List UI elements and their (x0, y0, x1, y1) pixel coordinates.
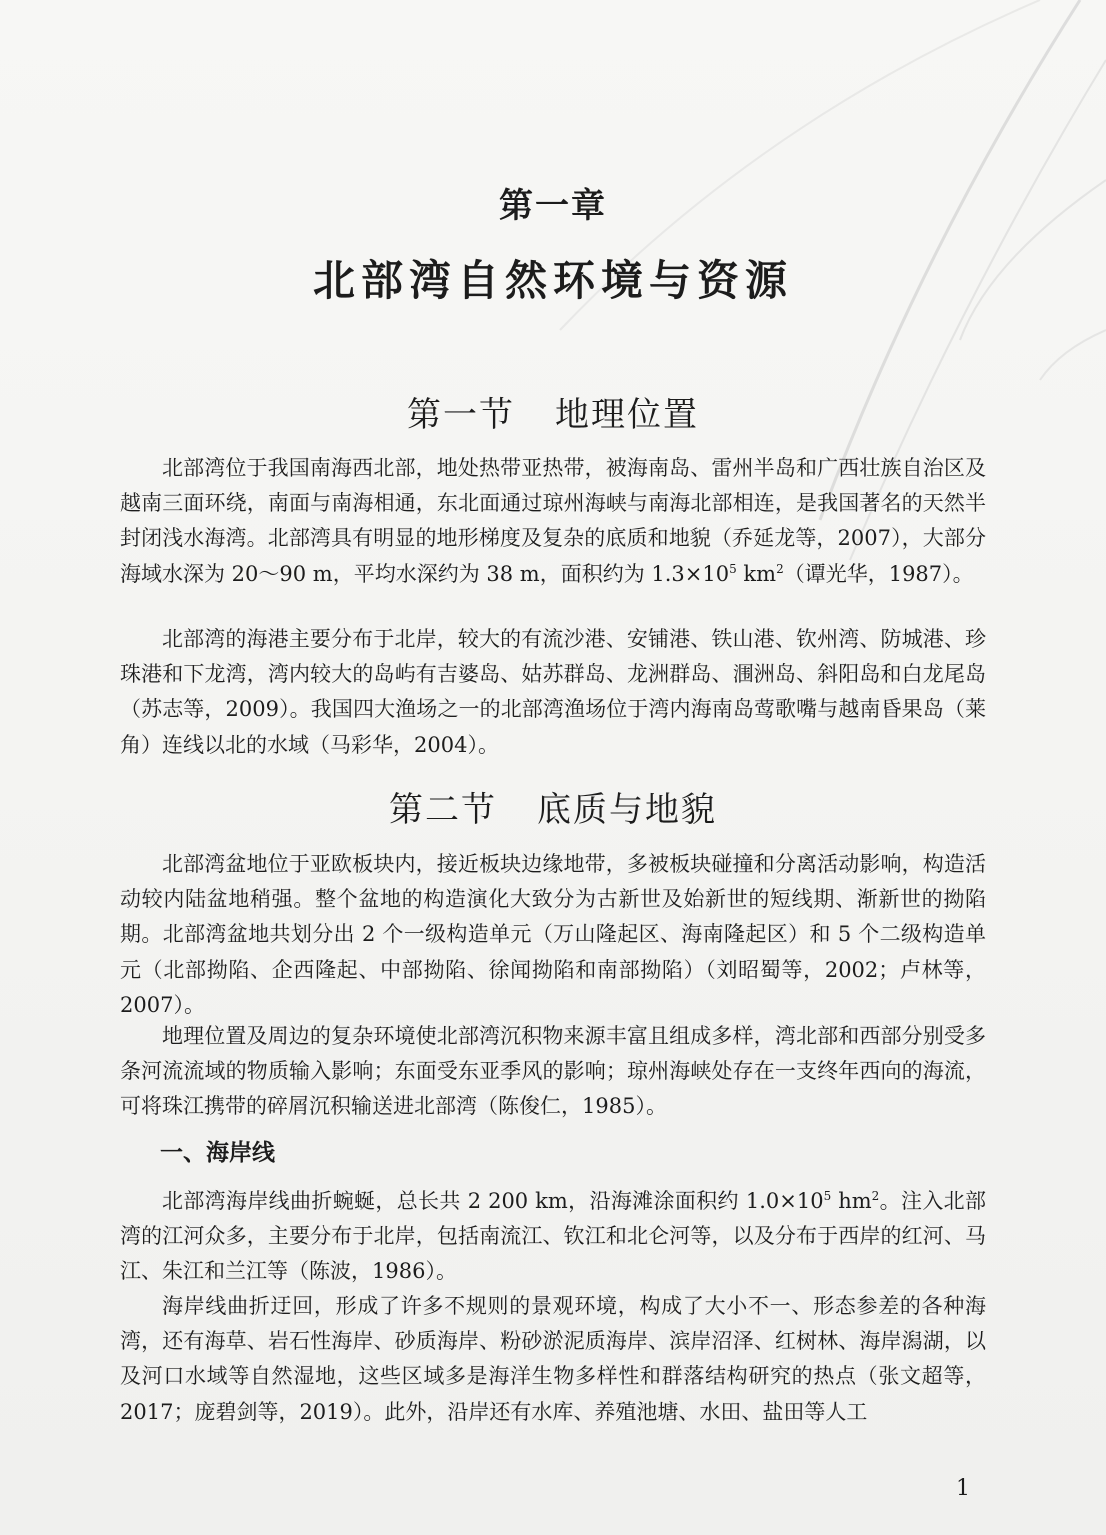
paragraph-coastline-landscape: 海岸线曲折迂回，形成了许多不规则的景观环境，构成了大小不一、形态参差的各种海湾，还有海草、岩石性海岸、砂质海岸、粉砂淤泥质海岸、滨岸沼泽、红树林、海岸潟湖，以及河口水域等自然湿地，这些区域多是海洋生物多样性和群落结构研究的热点（张文超等，2017；庞碧剑等，2019）。此外，沿岸还有水库、养殖池塘、水田、盐田等人工 (120, 1294, 986, 1424)
section-title-sediment (0, 782, 1106, 831)
paragraph-basin-structure: 北部湾盆地位于亚欧板块内，接近板块边缘地带，多被板块碰撞和分离活动影响，构造活动较内陆盆地稍强。整个盆地的构造演化大致分为古新世及始新世的短线期、渐新世的拗陷期。北部湾盆地共划分出 2 个一级构造单元（万山隆起区、海南隆起区）和 5 个二级构造单元（北部拗陷、企西隆起、中部拗陷、徐闻拗陷和南部拗陷）（刘昭蜀等，2002；卢林等，2007）。 (120, 852, 986, 1017)
paragraph-coastline-length: 北部湾海岸线曲折蜿蜒，总长共 2 200 km，沿海滩涂面积约 $1.0\times 10^5$ $hm^2$。注入北部湾的江河众多，主要分布于北岸，包括南流江、钦江和北仑河等，以及分布于西岸的红河、马江、朱江和兰江等（陈波，1986）。 (120, 1189, 986, 1284)
section-number: 第一节 (407, 395, 515, 435)
paragraph-sediment-sources: 地理位置及周边的复杂环境使北部湾沉积物来源丰富且组成多样，湾北部和西部分别受多条河流流域的物质输入影响；东面受东亚季风的影响；琼州海峡处存在一支终年西向的海流，可将珠江携带的碎屑沉积输送进北部湾（陈俊仁，1985）。 (120, 1024, 986, 1119)
section-name: 底质与地貌 (537, 790, 717, 830)
chapter-label: 第一章 (499, 186, 607, 226)
section-title-geography (0, 387, 1106, 436)
paragraph-harbors-islands: 北部湾的海港主要分布于北岸，较大的有流沙港、安铺港、铁山港、钦州湾、防城港、珍珠港和下龙湾，湾内较大的岛屿有吉婆岛、姑苏群岛、龙洲群岛、涠洲岛、斜阳岛和白龙尾岛（苏志等，2009）。我国四大渔场之一的北部湾渔场位于湾内海南岛莺歌嘴与越南昏果岛（莱角）连线以北的水域（马彩华，2004）。 (120, 627, 986, 757)
section-name: 地理位置 (555, 395, 699, 435)
chapter-title: 北部湾自然环境与资源 (312, 256, 793, 305)
subsection-heading-coastline: 一、海岸线 (160, 1140, 275, 1166)
section-number: 第二节 (389, 790, 497, 830)
paragraph-location-overview: 北部湾位于我国南海西北部，地处热带亚热带，被海南岛、雷州半岛和广西壮族自治区及越南三面环绕，南面与南海相通，东北面通过琼州海峡与南海北部相连，是我国著名的天然半封闭浅水海湾。北部湾具有明显的地形梯度及复杂的底质和地貌（乔延龙等，2007），大部分海域水深为 20～90 m，平均水深约为 38 m，面积约为 $1.3\times 10^5$ $km^2$（谭光华，1987）。 (120, 456, 986, 586)
page-number: 1 (956, 1476, 970, 1501)
